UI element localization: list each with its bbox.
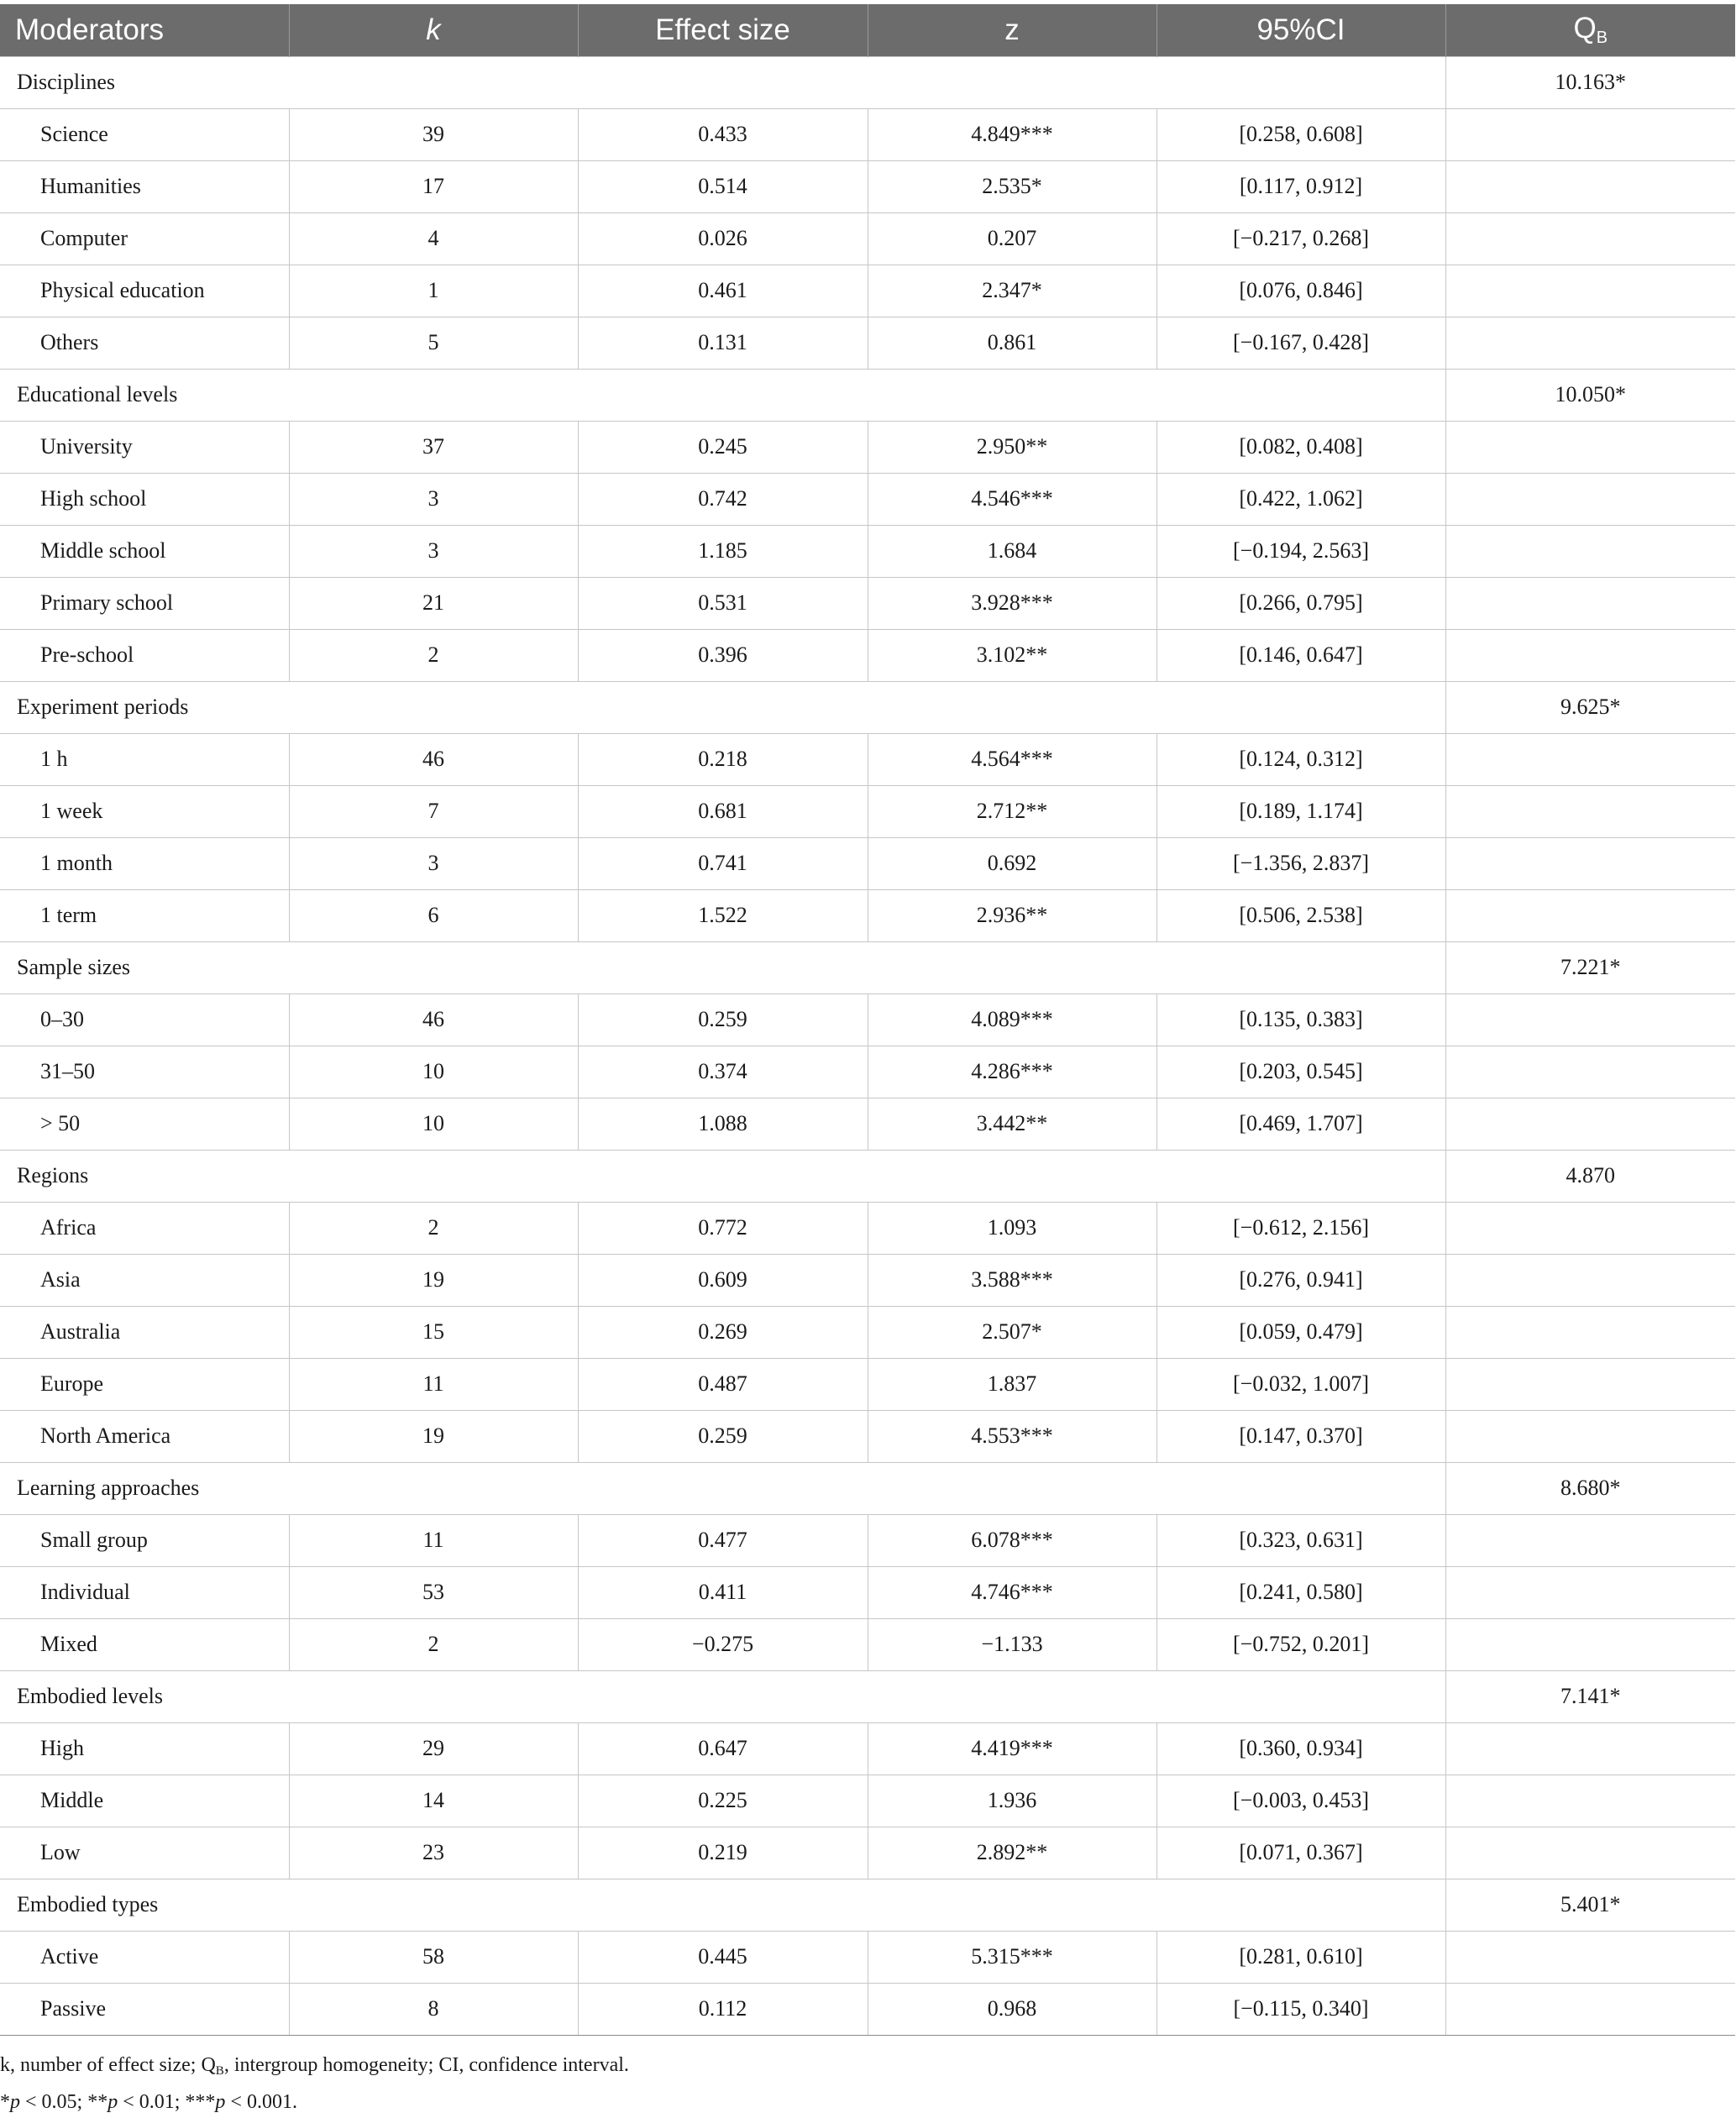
row-qb-empty (1445, 889, 1735, 941)
row-effect-size: 0.461 (578, 265, 868, 317)
group-qb: 7.221* (1445, 941, 1735, 993)
row-label: Small group (0, 1514, 289, 1566)
row-ci: [0.266, 0.795] (1156, 577, 1445, 629)
row-effect-size: 0.218 (578, 733, 868, 785)
row-z: 2.347* (868, 265, 1156, 317)
sig-rest-1: < 0.05; (20, 2091, 88, 2113)
row-qb-empty (1445, 1514, 1735, 1566)
group-qb: 8.680* (1445, 1462, 1735, 1514)
table-row (0, 889, 1735, 941)
row-ci: [0.422, 1.062] (1156, 473, 1445, 525)
row-label: 31–50 (0, 1046, 289, 1098)
row-effect-size: 0.531 (578, 577, 868, 629)
table-row (0, 577, 1735, 629)
row-k: 1 (289, 265, 578, 317)
table-row (0, 473, 1735, 525)
row-z: 2.535* (868, 160, 1156, 212)
row-qb-empty (1445, 629, 1735, 681)
header-moderators: Moderators (0, 4, 289, 56)
row-z: 3.102** (868, 629, 1156, 681)
row-z: 4.089*** (868, 993, 1156, 1046)
row-ci: [0.469, 1.707] (1156, 1098, 1445, 1150)
row-ci: [0.360, 0.934] (1156, 1722, 1445, 1775)
row-effect-size: 0.269 (578, 1306, 868, 1358)
row-label: Humanities (0, 160, 289, 212)
row-label: Individual (0, 1566, 289, 1618)
table-row (0, 160, 1735, 212)
row-effect-size: 0.609 (578, 1254, 868, 1306)
table-row (0, 733, 1735, 785)
row-qb-empty (1445, 785, 1735, 837)
row-z: 1.684 (868, 525, 1156, 577)
row-qb-empty (1445, 1827, 1735, 1879)
row-label: North America (0, 1410, 289, 1462)
header-qb-sub: B (1596, 29, 1608, 48)
row-ci: [−0.752, 0.201] (1156, 1618, 1445, 1670)
group-qb: 7.141* (1445, 1670, 1735, 1722)
row-ci: [0.076, 0.846] (1156, 265, 1445, 317)
header-qb (1445, 4, 1735, 56)
table-row (0, 1358, 1735, 1410)
row-ci: [−0.167, 0.428] (1156, 317, 1445, 369)
row-z: 3.928*** (868, 577, 1156, 629)
row-ci: [−0.003, 0.453] (1156, 1775, 1445, 1827)
row-qb-empty (1445, 160, 1735, 212)
row-qb-empty (1445, 993, 1735, 1046)
row-k: 2 (289, 1618, 578, 1670)
group-name: Disciplines (0, 56, 1445, 108)
row-ci: [−0.612, 2.156] (1156, 1202, 1445, 1254)
row-z: 1.093 (868, 1202, 1156, 1254)
row-effect-size: 0.259 (578, 993, 868, 1046)
row-qb-empty (1445, 1410, 1735, 1462)
sig-mark-2: ** (87, 2091, 108, 2113)
row-label: Middle school (0, 525, 289, 577)
row-qb-empty (1445, 525, 1735, 577)
row-effect-size: 0.112 (578, 1983, 868, 2035)
row-z: 6.078*** (868, 1514, 1156, 1566)
row-effect-size: 0.742 (578, 473, 868, 525)
group-row (0, 681, 1735, 733)
row-k: 19 (289, 1254, 578, 1306)
row-label: Physical education (0, 265, 289, 317)
row-ci: [0.147, 0.370] (1156, 1410, 1445, 1462)
row-ci: [0.189, 1.174] (1156, 785, 1445, 837)
footnote-text-b: , intergroup homogeneity; CI, confidence interval. (223, 2054, 629, 2076)
row-k: 37 (289, 421, 578, 473)
row-k: 3 (289, 525, 578, 577)
row-label: 1 term (0, 889, 289, 941)
row-z: 4.849*** (868, 108, 1156, 160)
group-name: Educational levels (0, 369, 1445, 421)
row-k: 10 (289, 1046, 578, 1098)
row-k: 15 (289, 1306, 578, 1358)
row-k: 11 (289, 1514, 578, 1566)
table-row (0, 1775, 1735, 1827)
row-k: 6 (289, 889, 578, 941)
row-qb-empty (1445, 837, 1735, 889)
row-label: 1 week (0, 785, 289, 837)
group-row (0, 1150, 1735, 1202)
row-ci: [0.059, 0.479] (1156, 1306, 1445, 1358)
table-row (0, 265, 1735, 317)
row-k: 8 (289, 1983, 578, 2035)
row-label: Africa (0, 1202, 289, 1254)
row-qb-empty (1445, 1722, 1735, 1775)
row-qb-empty (1445, 1983, 1735, 2035)
group-qb: 10.163* (1445, 56, 1735, 108)
table-row (0, 525, 1735, 577)
row-z: 0.968 (868, 1983, 1156, 2035)
row-effect-size: 0.433 (578, 108, 868, 160)
footnote-sub: B (215, 2064, 224, 2078)
group-row (0, 369, 1735, 421)
row-z: 2.936** (868, 889, 1156, 941)
row-k: 5 (289, 317, 578, 369)
group-name: Sample sizes (0, 941, 1445, 993)
row-k: 10 (289, 1098, 578, 1150)
row-z: 1.936 (868, 1775, 1156, 1827)
row-qb-empty (1445, 1306, 1735, 1358)
row-qb-empty (1445, 1358, 1735, 1410)
row-k: 3 (289, 837, 578, 889)
table-row (0, 1827, 1735, 1879)
row-effect-size: 0.681 (578, 785, 868, 837)
table-row (0, 1098, 1735, 1150)
row-qb-empty (1445, 1254, 1735, 1306)
row-k: 11 (289, 1358, 578, 1410)
row-effect-size: 0.445 (578, 1931, 868, 1983)
row-z: 0.861 (868, 317, 1156, 369)
row-z: 2.892** (868, 1827, 1156, 1879)
row-effect-size: −0.275 (578, 1618, 868, 1670)
row-label: Science (0, 108, 289, 160)
table-row (0, 1202, 1735, 1254)
group-name: Experiment periods (0, 681, 1445, 733)
row-k: 17 (289, 160, 578, 212)
row-effect-size: 0.225 (578, 1775, 868, 1827)
row-qb-empty (1445, 1046, 1735, 1098)
row-label: 1 h (0, 733, 289, 785)
group-row (0, 1879, 1735, 1931)
table-row (0, 785, 1735, 837)
row-qb-empty (1445, 1566, 1735, 1618)
sig-mark-3: *** (185, 2091, 216, 2113)
row-z: 2.507* (868, 1306, 1156, 1358)
table-row (0, 1566, 1735, 1618)
row-ci: [0.135, 0.383] (1156, 993, 1445, 1046)
group-qb: 9.625* (1445, 681, 1735, 733)
table-row (0, 993, 1735, 1046)
row-k: 2 (289, 1202, 578, 1254)
table-row (0, 1931, 1735, 1983)
table-footnotes (0, 2050, 629, 2118)
group-qb: 4.870 (1445, 1150, 1735, 1202)
row-z: 4.419*** (868, 1722, 1156, 1775)
row-effect-size: 0.647 (578, 1722, 868, 1775)
row-k: 21 (289, 577, 578, 629)
row-k: 3 (289, 473, 578, 525)
row-z: 4.553*** (868, 1410, 1156, 1462)
row-z: 0.207 (868, 212, 1156, 265)
sig-mark-1: * (0, 2091, 10, 2113)
group-row (0, 1462, 1735, 1514)
sig-p-3: p (215, 2091, 226, 2113)
table-row (0, 317, 1735, 369)
row-ci: [−0.115, 0.340] (1156, 1983, 1445, 2035)
table-row (0, 1618, 1735, 1670)
row-z: 2.950** (868, 421, 1156, 473)
row-k: 4 (289, 212, 578, 265)
row-effect-size: 0.259 (578, 1410, 868, 1462)
moderator-table (0, 4, 1735, 2036)
row-k: 39 (289, 108, 578, 160)
row-k: 23 (289, 1827, 578, 1879)
row-qb-empty (1445, 1098, 1735, 1150)
row-qb-empty (1445, 733, 1735, 785)
row-k: 46 (289, 993, 578, 1046)
row-ci: [0.323, 0.631] (1156, 1514, 1445, 1566)
table-row (0, 837, 1735, 889)
row-ci: [−0.194, 2.563] (1156, 525, 1445, 577)
header-qb-label: Q (1573, 12, 1597, 45)
row-effect-size: 0.026 (578, 212, 868, 265)
row-label: High (0, 1722, 289, 1775)
footnote-significance (0, 2087, 629, 2118)
table-header-row (0, 4, 1735, 56)
row-effect-size: 0.245 (578, 421, 868, 473)
row-effect-size: 0.411 (578, 1566, 868, 1618)
header-effect-size: Effect size (578, 4, 868, 56)
row-z: 0.692 (868, 837, 1156, 889)
row-ci: [0.124, 0.312] (1156, 733, 1445, 785)
row-z: 4.286*** (868, 1046, 1156, 1098)
row-effect-size: 0.487 (578, 1358, 868, 1410)
sig-p-1: p (10, 2091, 20, 2113)
table-row (0, 1306, 1735, 1358)
row-label: University (0, 421, 289, 473)
row-effect-size: 1.088 (578, 1098, 868, 1150)
row-qb-empty (1445, 1618, 1735, 1670)
row-label: 1 month (0, 837, 289, 889)
row-k: 46 (289, 733, 578, 785)
row-effect-size: 0.477 (578, 1514, 868, 1566)
row-ci: [−1.356, 2.837] (1156, 837, 1445, 889)
row-k: 29 (289, 1722, 578, 1775)
header-ci: 95%CI (1156, 4, 1445, 56)
row-label: > 50 (0, 1098, 289, 1150)
row-label: High school (0, 473, 289, 525)
footnote-text-a: k, number of effect size; Q (0, 2054, 216, 2076)
row-ci: [0.071, 0.367] (1156, 1827, 1445, 1879)
row-ci: [−0.032, 1.007] (1156, 1358, 1445, 1410)
row-z: 5.315*** (868, 1931, 1156, 1983)
sig-rest-2: < 0.01; (118, 2091, 186, 2113)
row-qb-empty (1445, 108, 1735, 160)
row-z: 3.588*** (868, 1254, 1156, 1306)
table-row (0, 629, 1735, 681)
row-ci: [0.506, 2.538] (1156, 889, 1445, 941)
row-label: Computer (0, 212, 289, 265)
row-k: 58 (289, 1931, 578, 1983)
row-z: 3.442** (868, 1098, 1156, 1150)
row-label: Middle (0, 1775, 289, 1827)
row-ci: [0.082, 0.408] (1156, 421, 1445, 473)
group-name: Embodied types (0, 1879, 1445, 1931)
row-effect-size: 0.514 (578, 160, 868, 212)
row-effect-size: 0.772 (578, 1202, 868, 1254)
row-k: 7 (289, 785, 578, 837)
group-row (0, 56, 1735, 108)
table-row (0, 1254, 1735, 1306)
row-ci: [−0.217, 0.268] (1156, 212, 1445, 265)
row-effect-size: 0.131 (578, 317, 868, 369)
row-qb-empty (1445, 473, 1735, 525)
row-qb-empty (1445, 265, 1735, 317)
row-z: 4.564*** (868, 733, 1156, 785)
row-ci: [0.203, 0.545] (1156, 1046, 1445, 1098)
group-row (0, 941, 1735, 993)
sig-p-2: p (108, 2091, 118, 2113)
row-qb-empty (1445, 1931, 1735, 1983)
row-label: Asia (0, 1254, 289, 1306)
group-row (0, 1670, 1735, 1722)
table-row (0, 1410, 1735, 1462)
row-z: 4.746*** (868, 1566, 1156, 1618)
table-body (0, 56, 1735, 2035)
row-label: Primary school (0, 577, 289, 629)
row-qb-empty (1445, 1775, 1735, 1827)
table-row (0, 1983, 1735, 2035)
row-ci: [0.258, 0.608] (1156, 108, 1445, 160)
row-ci: [0.117, 0.912] (1156, 160, 1445, 212)
row-label: Europe (0, 1358, 289, 1410)
row-effect-size: 0.741 (578, 837, 868, 889)
row-ci: [0.281, 0.610] (1156, 1931, 1445, 1983)
row-k: 53 (289, 1566, 578, 1618)
row-z: −1.133 (868, 1618, 1156, 1670)
table-row (0, 421, 1735, 473)
row-qb-empty (1445, 1202, 1735, 1254)
footnote-abbreviations (0, 2050, 629, 2087)
row-label: Passive (0, 1983, 289, 2035)
group-qb: 10.050* (1445, 369, 1735, 421)
group-name: Embodied levels (0, 1670, 1445, 1722)
row-k: 14 (289, 1775, 578, 1827)
row-ci: [0.241, 0.580] (1156, 1566, 1445, 1618)
row-effect-size: 0.374 (578, 1046, 868, 1098)
table-row (0, 212, 1735, 265)
row-qb-empty (1445, 421, 1735, 473)
row-effect-size: 0.396 (578, 629, 868, 681)
table-row (0, 1046, 1735, 1098)
row-qb-empty (1445, 317, 1735, 369)
row-qb-empty (1445, 212, 1735, 265)
row-label: Active (0, 1931, 289, 1983)
row-label: Mixed (0, 1618, 289, 1670)
header-k: k (289, 4, 578, 56)
row-ci: [0.146, 0.647] (1156, 629, 1445, 681)
row-z: 1.837 (868, 1358, 1156, 1410)
row-label: Pre-school (0, 629, 289, 681)
table-row (0, 1514, 1735, 1566)
row-k: 19 (289, 1410, 578, 1462)
row-effect-size: 1.522 (578, 889, 868, 941)
group-name: Regions (0, 1150, 1445, 1202)
sig-rest-3: < 0.001. (225, 2091, 297, 2113)
group-qb: 5.401* (1445, 1879, 1735, 1931)
row-effect-size: 1.185 (578, 525, 868, 577)
row-label: Low (0, 1827, 289, 1879)
row-ci: [0.276, 0.941] (1156, 1254, 1445, 1306)
row-label: Others (0, 317, 289, 369)
row-label: 0–30 (0, 993, 289, 1046)
row-k: 2 (289, 629, 578, 681)
table-row (0, 108, 1735, 160)
row-qb-empty (1445, 577, 1735, 629)
table-row (0, 1722, 1735, 1775)
row-label: Australia (0, 1306, 289, 1358)
header-z: z (868, 4, 1156, 56)
row-effect-size: 0.219 (578, 1827, 868, 1879)
group-name: Learning approaches (0, 1462, 1445, 1514)
row-z: 4.546*** (868, 473, 1156, 525)
row-z: 2.712** (868, 785, 1156, 837)
